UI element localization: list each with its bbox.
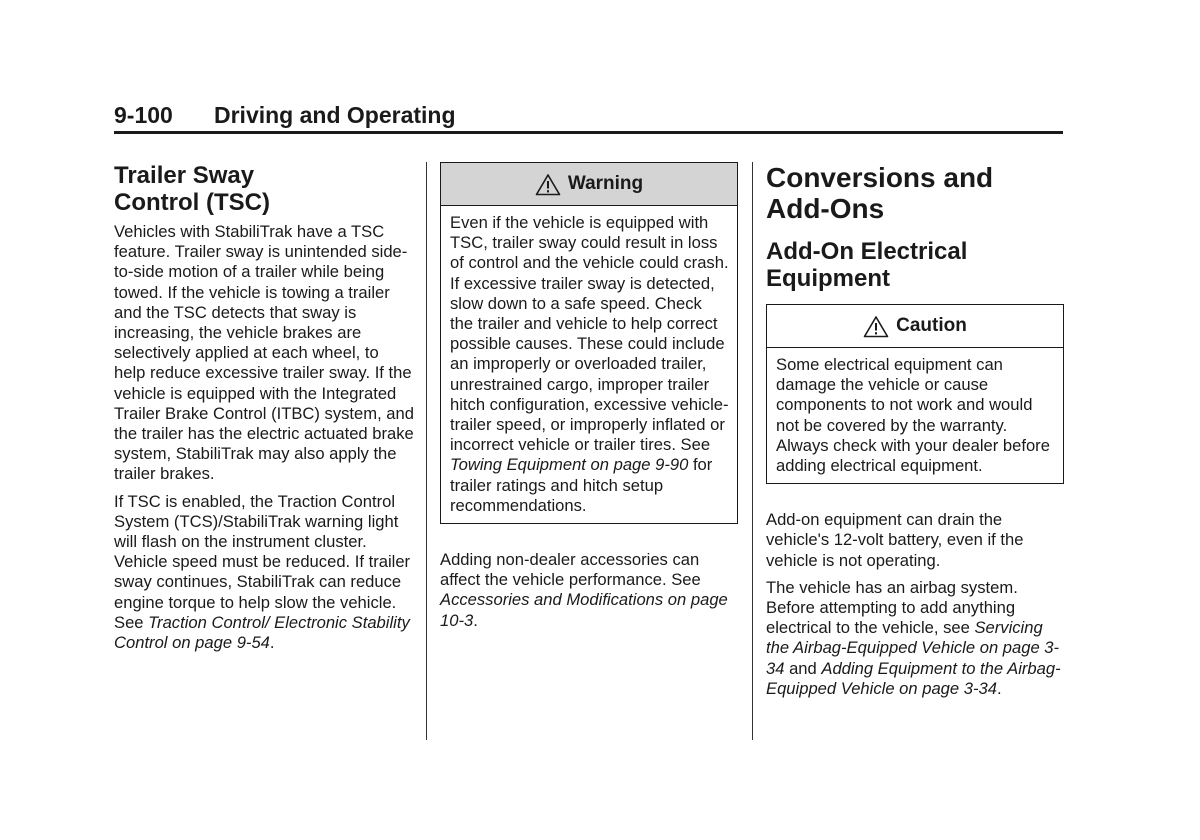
warning-box xyxy=(440,162,738,524)
column-trailer-sway xyxy=(114,162,414,660)
adding-equipment-link[interactable]: Adding Equipment to the Airbag-Equipped Vehicle on page 3-34 xyxy=(766,658,1061,698)
caution-body: Some electrical equipment can damage the vehicle or cause components to not work and would not be covered by the warranty. Always check with your dealer before adding electrical equipment. xyxy=(776,355,1050,476)
warning-title: Warning xyxy=(567,172,644,194)
electrical-equipment-heading: Add-On Electrical Equipment xyxy=(766,238,968,292)
airbag-paragraph: The vehicle has an airbag system. Before attempting to add anything electrical to the vehicle, see Servicing the Airbag-Equipped Vehicle on page 3-34 and Adding Equipment to the Airbag-Equipped Vehicle on page 3-34. xyxy=(766,577,1061,698)
caution-box xyxy=(766,304,1064,484)
column-warning xyxy=(440,162,738,638)
warning-body: Even if the vehicle is equipped with TSC, trailer sway could result in loss of control and the vehicle could crash. If excessive trailer sway is detected, slow down to a safe speed. Check the trailer and vehicle to help correct possible causes. These could include an improperly or overloaded trailer, unrestrained cargo, improper trailer hitch configuration, excessive vehicle-trailer speed, or improperly inflated or incorrect vehicle or trailer tires. See Towing Equipment on page 9-90 for trailer ratings and hitch setup recommendations. xyxy=(450,213,729,515)
accessories-link[interactable]: Accessories and Modifications on page 10-3 xyxy=(440,590,728,630)
caution-title: Caution xyxy=(896,314,967,336)
accessories-paragraph: Adding non-dealer accessories can affect the vehicle performance. See Accessories and Modifications on page 10-3. xyxy=(440,550,728,630)
section-title: Driving and Operating xyxy=(214,102,456,128)
traction-control-link[interactable]: Traction Control/ Electronic Stability Control on page 9-54 xyxy=(114,612,410,653)
warning-triangle-icon xyxy=(535,173,561,196)
column-divider-1 xyxy=(426,162,427,740)
caution-triangle-icon xyxy=(863,315,889,338)
trailer-sway-heading: Trailer Sway Control (TSC) xyxy=(114,162,270,216)
page-header xyxy=(114,100,1063,134)
battery-paragraph: Add-on equipment can drain the vehicle's 12-volt battery, even if the vehicle is not operating. xyxy=(766,510,1024,570)
conversions-heading: Conversions and Add-Ons xyxy=(766,162,994,224)
servicing-airbag-link[interactable]: Servicing the Airbag-Equipped Vehicle on page 3-34 xyxy=(766,618,1060,678)
tsc-enabled-paragraph: If TSC is enabled, the Traction Control System (TCS)/StabiliTrak warning light will flash on the instrument cluster. Vehicle speed must be reduced. If trailer sway continues, StabiliTrak can reduce engine torque to help slow the vehicle. See Traction Control/ Electronic Stability Control on page 9-54. xyxy=(114,491,411,653)
header-rule xyxy=(114,131,1063,134)
warning-header xyxy=(441,163,737,206)
tsc-feature-paragraph: Vehicles with StabiliTrak have a TSC feature. Trailer sway is unintended side-to-side motion of a trailer while being towed. If the vehicle is towing a trailer and the TSC detects that sway is increasing, the vehicle brakes are selectively applied at each wheel, to help reduce excessive trailer sway. If the vehicle is equipped with the Integrated Trailer Brake Control (ITBC) system, and the trailer has the electric actuated brake system, StabiliTrak may also apply the trailer brakes. xyxy=(114,222,414,484)
towing-equipment-link[interactable]: Towing Equipment on page 9-90 xyxy=(450,455,689,475)
caution-header xyxy=(767,305,1063,348)
page-number: 9-100 xyxy=(114,102,173,128)
column-conversions xyxy=(766,162,1064,706)
column-divider-2 xyxy=(752,162,753,740)
